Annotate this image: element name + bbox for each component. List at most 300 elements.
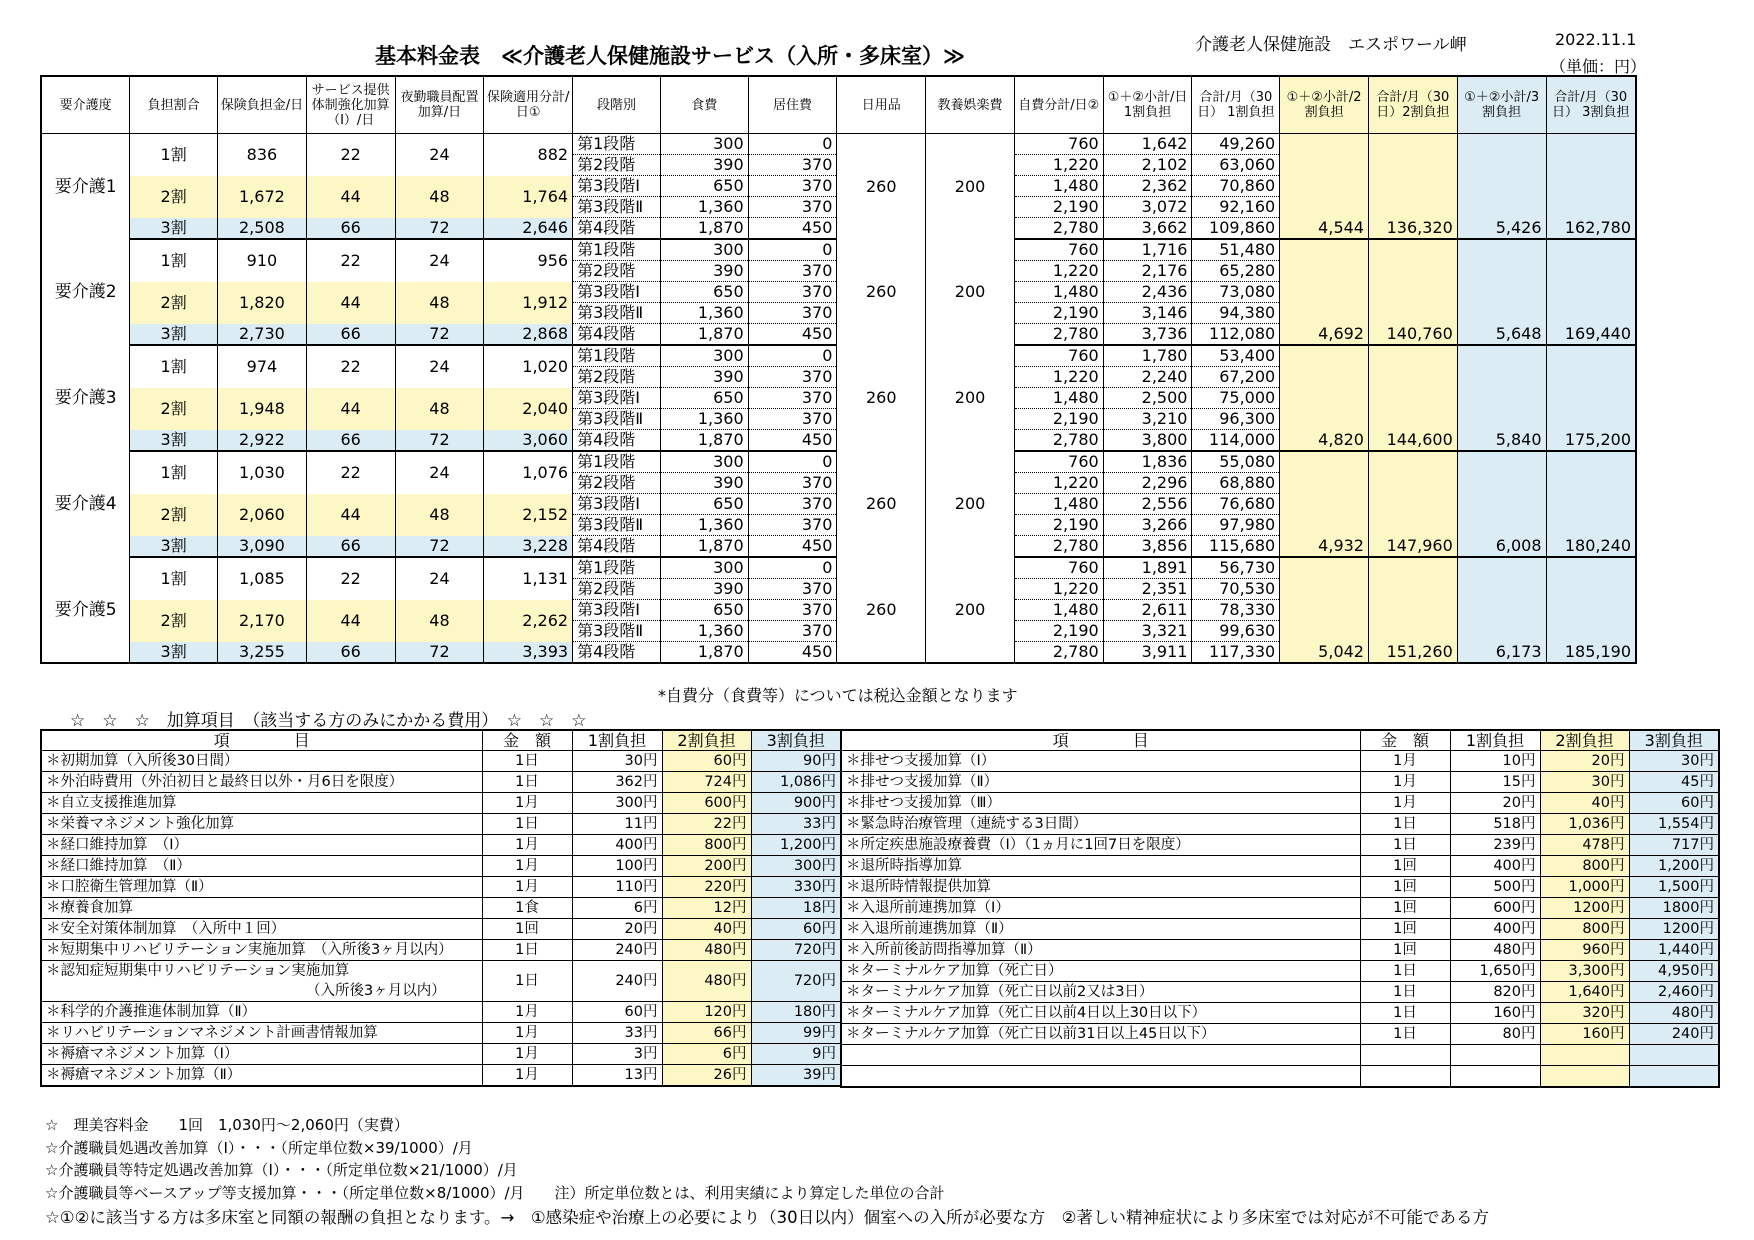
subtotal-3-cell <box>1457 451 1546 473</box>
subtotal-2-cell <box>1280 388 1369 409</box>
addition-item-name: ＊ターミナルケア加算（死亡日） <box>846 963 1063 979</box>
column-header: 自費分計/日② <box>1014 76 1103 134</box>
self-pay-cell: 2,780 <box>1014 642 1103 664</box>
room-cell: 450 <box>748 218 837 240</box>
food-cell: 390 <box>660 261 748 282</box>
subtotal-3-cell <box>1457 473 1546 494</box>
subtotal-3-cell: 6,008 <box>1457 536 1546 558</box>
addition-price-1-cell: 240円 <box>572 940 662 961</box>
monthly-2-cell: 151,260 <box>1368 642 1457 664</box>
column-header: ①＋②小計/日 1割負担 <box>1103 76 1192 134</box>
room-cell: 0 <box>748 345 837 367</box>
self-pay-cell: 1,220 <box>1014 261 1103 282</box>
addition-item-name: ＊療養食加算 <box>46 900 133 916</box>
self-pay-cell: 2,780 <box>1014 324 1103 346</box>
column-header: 夜勤職員配置加算/日 <box>395 76 484 134</box>
addition-item-cell <box>41 751 482 772</box>
addition-unit-cell: 1日 <box>482 961 572 1002</box>
column-header: 合計/月（30日） 1割負担 <box>1192 76 1280 134</box>
night-cell: 24 <box>395 557 484 600</box>
night-cell: 48 <box>395 176 484 218</box>
addition-item-cell <box>41 835 482 856</box>
subtotal-1-cell: 3,800 <box>1103 430 1192 452</box>
monthly-1-cell: 63,060 <box>1192 155 1280 176</box>
table-header-row <box>41 76 1636 134</box>
addition-unit-cell: 1月 <box>482 856 572 877</box>
footnote-line: ☆①②に該当する方は多床室と同額の報酬の負担となります。→ ①感染症や治療上の必要により（30日以内）個室への入所が必要な方 ②著しい精神症状により多床室では対応が不可能である方 <box>45 1208 1489 1227</box>
food-cell: 1,360 <box>660 621 748 642</box>
self-pay-cell: 2,190 <box>1014 197 1103 218</box>
monthly-2-cell <box>1368 155 1457 176</box>
subtotal-2-cell <box>1280 621 1369 642</box>
addition-unit-cell: 1月 <box>1360 751 1450 772</box>
additions-column-header: 金 額 <box>482 730 572 751</box>
self-pay-cell: 760 <box>1014 345 1103 367</box>
addition-row <box>41 772 841 793</box>
addition-price-2-cell: 6円 <box>662 1044 751 1065</box>
self-pay-cell: 1,480 <box>1014 388 1103 409</box>
room-cell: 370 <box>748 473 837 494</box>
insurance-cell: 910 <box>218 239 307 282</box>
insurance-cell: 1,948 <box>218 388 307 430</box>
food-cell: 390 <box>660 473 748 494</box>
addition-item-name: ＊排せつ支援加算（Ⅱ） <box>846 774 999 790</box>
subtotal-2-cell <box>1280 367 1369 388</box>
addition-item-name: ＊排せつ支援加算（Ⅰ） <box>846 753 996 769</box>
monthly-3-cell: 175,200 <box>1546 430 1636 452</box>
issue-date: 2022.11.1 <box>1555 30 1637 49</box>
addition-row <box>841 856 1719 877</box>
addition-row <box>41 1044 841 1065</box>
addition-item-name: ＊ターミナルケア加算（死亡日以前2又は3日） <box>846 984 1154 1000</box>
addition-price-1-cell: 518円 <box>1450 814 1540 835</box>
monthly-1-cell: 70,530 <box>1192 579 1280 600</box>
addition-unit-cell: 1日 <box>482 751 572 772</box>
self-pay-cell: 760 <box>1014 134 1103 155</box>
addition-item-cell <box>841 856 1360 877</box>
addition-price-1-cell: 160円 <box>1450 1003 1540 1024</box>
addition-price-2-cell: 120円 <box>662 1002 751 1023</box>
self-pay-cell: 1,220 <box>1014 155 1103 176</box>
addition-price-2-cell: 480円 <box>662 940 751 961</box>
subtotal-3-cell: 5,426 <box>1457 218 1546 240</box>
table-row <box>41 239 1636 261</box>
stage-cell: 第2段階 <box>573 473 661 494</box>
subtotal-1-cell: 2,296 <box>1103 473 1192 494</box>
addition-row <box>41 919 841 940</box>
column-header: 日用品 <box>837 76 926 134</box>
addition-unit-cell: 1回 <box>1360 940 1450 961</box>
subtotal-2-cell: 4,544 <box>1280 218 1369 240</box>
stage-cell: 第3段階Ⅰ <box>573 388 661 409</box>
night-cell: 72 <box>395 642 484 664</box>
room-cell: 370 <box>748 261 837 282</box>
daily-goods-cell: 260 <box>837 134 926 240</box>
care-level-cell: 要介護5 <box>41 557 130 663</box>
addition-price-1-cell: 30円 <box>572 751 662 772</box>
addition-price-3-cell: 30円 <box>1629 751 1719 772</box>
night-cell: 72 <box>395 324 484 346</box>
monthly-3-cell <box>1546 451 1636 473</box>
subtotal-2-cell <box>1280 557 1369 579</box>
table-row <box>41 134 1636 155</box>
addition-row <box>841 1066 1719 1088</box>
column-header: 食費 <box>660 76 748 134</box>
monthly-3-cell <box>1546 515 1636 536</box>
care-level-cell: 要介護1 <box>41 134 130 240</box>
stage-cell: 第4段階 <box>573 218 661 240</box>
column-header: ①＋②小計/2割負担 <box>1280 76 1369 134</box>
culture-cell: 200 <box>926 345 1015 451</box>
service-cell: 44 <box>306 176 395 218</box>
stage-cell: 第2段階 <box>573 155 661 176</box>
food-cell: 390 <box>660 155 748 176</box>
food-cell: 1,360 <box>660 303 748 324</box>
addition-item-name: ＊入退所前連携加算（Ⅰ） <box>846 900 1010 916</box>
stage-cell: 第2段階 <box>573 579 661 600</box>
addition-item-cell <box>841 835 1360 856</box>
addition-price-2-cell: 12円 <box>662 898 751 919</box>
addition-price-1-cell: 240円 <box>572 961 662 1002</box>
subtotal-1-cell: 2,556 <box>1103 494 1192 515</box>
addition-price-3-cell: 720円 <box>751 940 841 961</box>
subtotal-3-cell: 5,648 <box>1457 324 1546 346</box>
additions-column-header: 2割負担 <box>1540 730 1629 751</box>
addition-row <box>841 814 1719 835</box>
addition-item-cell <box>41 961 482 1002</box>
insurance-cell: 3,255 <box>218 642 307 664</box>
room-cell: 370 <box>748 197 837 218</box>
total-cell: 2,040 <box>484 388 573 430</box>
addition-item-cell <box>41 814 482 835</box>
addition-price-3-cell <box>1629 1045 1719 1066</box>
ratio-cell: 2割 <box>130 388 218 430</box>
addition-row <box>41 751 841 772</box>
total-cell: 3,393 <box>484 642 573 664</box>
additions-column-header: 1割負担 <box>1450 730 1540 751</box>
subtotal-2-cell <box>1280 176 1369 197</box>
addition-price-3-cell: 330円 <box>751 877 841 898</box>
monthly-3-cell <box>1546 409 1636 430</box>
addition-item-cell <box>841 919 1360 940</box>
insurance-cell: 2,730 <box>218 324 307 346</box>
monthly-1-cell: 97,980 <box>1192 515 1280 536</box>
stage-cell: 第1段階 <box>573 134 661 155</box>
service-cell: 22 <box>306 557 395 600</box>
subtotal-1-cell: 3,662 <box>1103 218 1192 240</box>
daily-goods-cell: 260 <box>837 239 926 345</box>
monthly-1-cell: 70,860 <box>1192 176 1280 197</box>
addition-unit-cell: 1日 <box>1360 982 1450 1003</box>
addition-item-name: ＊初期加算（入所後30日間） <box>46 753 239 769</box>
food-cell: 390 <box>660 579 748 600</box>
monthly-1-cell: 73,080 <box>1192 282 1280 303</box>
total-cell: 2,262 <box>484 600 573 642</box>
table-row <box>41 345 1636 367</box>
insurance-cell: 1,672 <box>218 176 307 218</box>
footnote-line: ☆介護職員等ベースアップ等支援加算・・・（所定単位数×8/1000）/月 注）所定単位数とは、利用実績により算定した単位の合計 <box>45 1184 945 1202</box>
monthly-2-cell: 144,600 <box>1368 430 1457 452</box>
additions-column-header: 項 目 <box>841 730 1360 751</box>
addition-row <box>41 1023 841 1044</box>
monthly-1-cell: 67,200 <box>1192 367 1280 388</box>
ratio-cell: 1割 <box>130 345 218 388</box>
column-header: 段階別 <box>573 76 661 134</box>
subtotal-2-cell: 4,820 <box>1280 430 1369 452</box>
night-cell: 24 <box>395 239 484 282</box>
food-cell: 650 <box>660 600 748 621</box>
monthly-3-cell <box>1546 282 1636 303</box>
self-pay-cell: 1,220 <box>1014 579 1103 600</box>
room-cell: 370 <box>748 303 837 324</box>
service-cell: 22 <box>306 345 395 388</box>
subtotal-1-cell: 3,266 <box>1103 515 1192 536</box>
addition-item-name: ＊外泊時費用（外泊初日と最終日以外・月6日を限度） <box>46 774 404 790</box>
insurance-cell: 2,508 <box>218 218 307 240</box>
addition-price-2-cell: 600円 <box>662 793 751 814</box>
monthly-3-cell <box>1546 176 1636 197</box>
addition-price-2-cell: 40円 <box>1540 793 1629 814</box>
addition-row <box>41 877 841 898</box>
addition-price-2-cell: 20円 <box>1540 751 1629 772</box>
monthly-1-cell: 117,330 <box>1192 642 1280 664</box>
monthly-2-cell <box>1368 282 1457 303</box>
self-pay-cell: 760 <box>1014 557 1103 579</box>
service-cell: 22 <box>306 239 395 282</box>
care-level-cell: 要介護3 <box>41 345 130 451</box>
addition-price-1-cell: 480円 <box>1450 940 1540 961</box>
insurance-cell: 836 <box>218 134 307 176</box>
subtotal-3-cell <box>1457 388 1546 409</box>
addition-item-name: ＊栄養マネジメント強化加算 <box>46 816 235 832</box>
addition-unit-cell: 1回 <box>1360 856 1450 877</box>
column-header: 保険適用分計/日① <box>484 76 573 134</box>
total-cell: 1,912 <box>484 282 573 324</box>
addition-unit-cell: 1日 <box>1360 1003 1450 1024</box>
addition-price-2-cell: 1,640円 <box>1540 982 1629 1003</box>
column-header: 負担割合 <box>130 76 218 134</box>
addition-price-2-cell: 480円 <box>662 961 751 1002</box>
addition-item-cell <box>41 772 482 793</box>
addition-price-3-cell: 240円 <box>1629 1024 1719 1045</box>
self-pay-cell: 1,480 <box>1014 282 1103 303</box>
stage-cell: 第4段階 <box>573 536 661 558</box>
subtotal-2-cell <box>1280 155 1369 176</box>
monthly-3-cell <box>1546 303 1636 324</box>
addition-item-name: ＊認知症短期集中リハビリテーション実施加算 <box>46 963 350 979</box>
addition-unit-cell: 1月 <box>482 1044 572 1065</box>
service-cell: 44 <box>306 282 395 324</box>
subtotal-2-cell <box>1280 473 1369 494</box>
subtotal-1-cell: 2,240 <box>1103 367 1192 388</box>
addition-unit-cell: 1月 <box>482 793 572 814</box>
addition-item-name: ＊経口維持加算 （Ⅱ） <box>46 858 191 874</box>
self-pay-cell: 2,780 <box>1014 536 1103 558</box>
subtotal-3-cell: 6,173 <box>1457 642 1546 664</box>
monthly-2-cell <box>1368 388 1457 409</box>
addition-unit-cell: 1回 <box>1360 898 1450 919</box>
addition-row <box>841 772 1719 793</box>
subtotal-3-cell <box>1457 367 1546 388</box>
additions-column-header: 金 額 <box>1360 730 1450 751</box>
additions-header-row <box>841 730 1719 751</box>
monthly-2-cell <box>1368 367 1457 388</box>
self-pay-cell: 2,190 <box>1014 409 1103 430</box>
subtotal-1-cell: 2,611 <box>1103 600 1192 621</box>
food-cell: 1,360 <box>660 197 748 218</box>
addition-row <box>41 1002 841 1023</box>
addition-row <box>841 793 1719 814</box>
monthly-3-cell <box>1546 494 1636 515</box>
room-cell: 370 <box>748 176 837 197</box>
subtotal-3-cell <box>1457 345 1546 367</box>
monthly-3-cell: 169,440 <box>1546 324 1636 346</box>
subtotal-3-cell <box>1457 155 1546 176</box>
total-cell: 3,060 <box>484 430 573 452</box>
service-cell: 66 <box>306 642 395 664</box>
addition-row <box>841 1024 1719 1045</box>
addition-item-name: ＊入退所前連携加算（Ⅱ） <box>846 921 1013 937</box>
addition-price-3-cell: 1,200円 <box>1629 856 1719 877</box>
footnote-line: ☆ 理美容料金 1回 1,030円～2,060円（実費） <box>45 1116 409 1134</box>
monthly-3-cell: 162,780 <box>1546 218 1636 240</box>
stage-cell: 第2段階 <box>573 261 661 282</box>
addition-row <box>841 898 1719 919</box>
subtotal-2-cell <box>1280 409 1369 430</box>
addition-row <box>841 982 1719 1003</box>
column-header: サービス提供体制強化加算（Ⅰ）/日 <box>306 76 395 134</box>
addition-price-3-cell: 99円 <box>751 1023 841 1044</box>
subtotal-3-cell <box>1457 303 1546 324</box>
page-title: 基本料金表 ≪介護老人保健施設サービス（入所・多床室）≫ <box>375 44 965 68</box>
room-cell: 370 <box>748 621 837 642</box>
addition-unit-cell: 1日 <box>482 940 572 961</box>
addition-item-cell <box>41 919 482 940</box>
monthly-1-cell: 76,680 <box>1192 494 1280 515</box>
additions-table-right <box>840 729 1720 1088</box>
addition-item-name: ＊リハビリテーションマネジメント計画書情報加算 <box>46 1025 378 1041</box>
addition-item-name: ＊経口維持加算 （Ⅰ） <box>46 837 189 853</box>
service-cell: 66 <box>306 536 395 558</box>
room-cell: 0 <box>748 239 837 261</box>
stage-cell: 第1段階 <box>573 557 661 579</box>
addition-price-3-cell: 180円 <box>751 1002 841 1023</box>
addition-unit-cell: 1月 <box>482 1002 572 1023</box>
addition-item-cell <box>841 1003 1360 1024</box>
monthly-3-cell <box>1546 134 1636 155</box>
food-cell: 650 <box>660 176 748 197</box>
addition-price-1-cell: 400円 <box>572 835 662 856</box>
addition-price-1-cell: 20円 <box>1450 793 1540 814</box>
addition-price-3-cell: 1,554円 <box>1629 814 1719 835</box>
subtotal-1-cell: 1,836 <box>1103 451 1192 473</box>
addition-row <box>841 940 1719 961</box>
addition-unit-cell: 1日 <box>482 772 572 793</box>
subtotal-3-cell <box>1457 239 1546 261</box>
addition-item-note: （入所後3ヶ月以内） <box>306 983 446 999</box>
subtotal-3-cell <box>1457 515 1546 536</box>
subtotal-3-cell <box>1457 409 1546 430</box>
self-pay-cell: 2,190 <box>1014 621 1103 642</box>
addition-item-cell <box>841 793 1360 814</box>
addition-item-cell <box>41 793 482 814</box>
addition-item-cell <box>841 772 1360 793</box>
night-cell: 48 <box>395 600 484 642</box>
stage-cell: 第3段階Ⅱ <box>573 303 661 324</box>
addition-row <box>41 940 841 961</box>
subtotal-2-cell: 5,042 <box>1280 642 1369 664</box>
subtotal-2-cell: 4,692 <box>1280 324 1369 346</box>
subtotal-1-cell: 1,716 <box>1103 239 1192 261</box>
stage-cell: 第3段階Ⅱ <box>573 197 661 218</box>
addition-item-cell <box>41 1044 482 1065</box>
subtotal-1-cell: 2,176 <box>1103 261 1192 282</box>
room-cell: 370 <box>748 409 837 430</box>
addition-unit-cell: 1回 <box>482 919 572 940</box>
addition-price-2-cell: 30円 <box>1540 772 1629 793</box>
monthly-2-cell: 136,320 <box>1368 218 1457 240</box>
room-cell: 450 <box>748 430 837 452</box>
monthly-1-cell: 75,000 <box>1192 388 1280 409</box>
subtotal-3-cell: 5,840 <box>1457 430 1546 452</box>
service-cell: 44 <box>306 600 395 642</box>
addition-item-cell <box>841 814 1360 835</box>
subtotal-1-cell: 2,500 <box>1103 388 1192 409</box>
monthly-1-cell: 56,730 <box>1192 557 1280 579</box>
monthly-3-cell <box>1546 579 1636 600</box>
monthly-2-cell <box>1368 261 1457 282</box>
food-cell: 300 <box>660 239 748 261</box>
additions-header-row <box>41 730 841 751</box>
table-row <box>41 557 1636 579</box>
addition-row <box>41 898 841 919</box>
addition-price-1-cell: 3円 <box>572 1044 662 1065</box>
basic-fee-table <box>40 75 1637 664</box>
total-cell: 2,868 <box>484 324 573 346</box>
total-cell: 1,076 <box>484 451 573 494</box>
total-cell: 1,020 <box>484 345 573 388</box>
monthly-3-cell <box>1546 367 1636 388</box>
food-cell: 650 <box>660 494 748 515</box>
addition-price-2-cell <box>1540 1066 1629 1088</box>
subtotal-3-cell <box>1457 557 1546 579</box>
subtotal-1-cell: 3,911 <box>1103 642 1192 664</box>
food-cell: 1,870 <box>660 430 748 452</box>
insurance-cell: 2,060 <box>218 494 307 536</box>
room-cell: 370 <box>748 367 837 388</box>
room-cell: 370 <box>748 388 837 409</box>
addition-item-cell <box>841 1045 1360 1066</box>
subtotal-3-cell <box>1457 176 1546 197</box>
addition-item-cell <box>841 898 1360 919</box>
monthly-2-cell <box>1368 451 1457 473</box>
addition-item-cell <box>41 1065 482 1087</box>
addition-price-2-cell: 22円 <box>662 814 751 835</box>
addition-price-3-cell: 18円 <box>751 898 841 919</box>
subtotal-1-cell: 2,436 <box>1103 282 1192 303</box>
subtotal-3-cell <box>1457 134 1546 155</box>
addition-row <box>41 1065 841 1087</box>
addition-unit-cell: 1月 <box>482 835 572 856</box>
addition-item-name: ＊退所時指導加算 <box>846 858 962 874</box>
total-cell: 1,131 <box>484 557 573 600</box>
service-cell: 66 <box>306 430 395 452</box>
monthly-2-cell <box>1368 600 1457 621</box>
additions-column-header: 3割負担 <box>751 730 841 751</box>
care-level-cell: 要介護2 <box>41 239 130 345</box>
service-cell: 22 <box>306 451 395 494</box>
self-pay-cell: 760 <box>1014 239 1103 261</box>
